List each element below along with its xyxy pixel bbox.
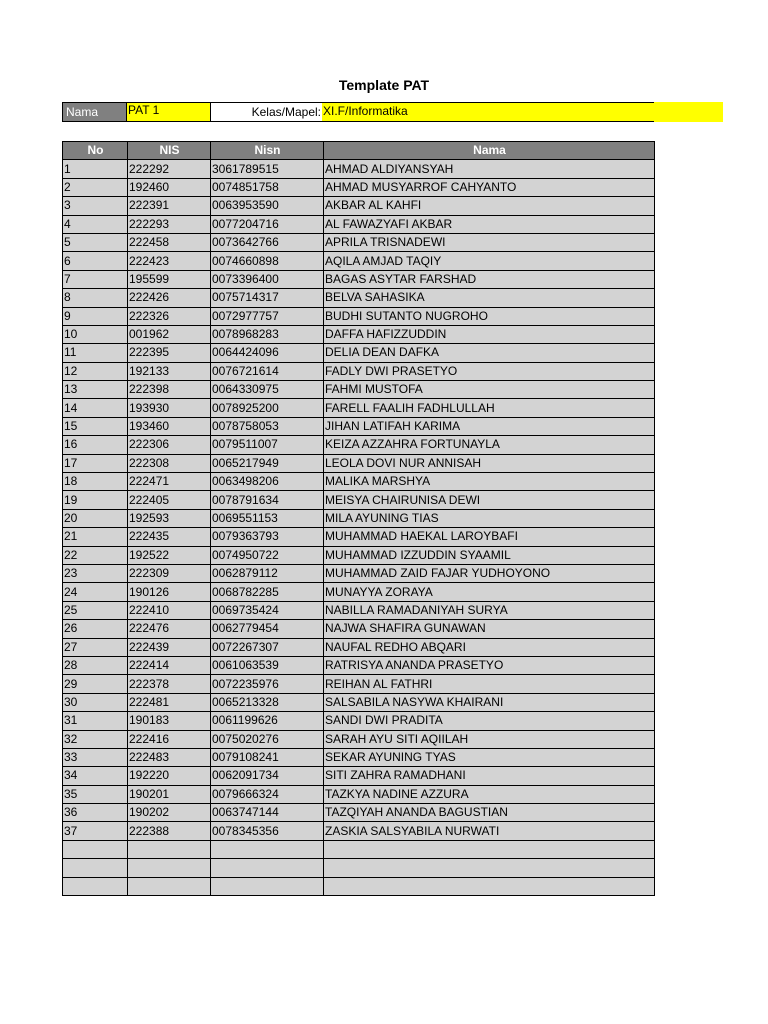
nis-cell[interactable]: 222435 xyxy=(128,528,211,546)
nama-cell[interactable]: FAHMI MUSTOFA xyxy=(324,381,655,399)
no-cell[interactable]: 1 xyxy=(63,160,128,178)
nis-cell[interactable]: 192522 xyxy=(128,546,211,564)
no-cell[interactable]: 4 xyxy=(63,215,128,233)
table-row xyxy=(63,344,655,362)
nisn-cell[interactable]: 0078791634 xyxy=(211,491,324,509)
table-row xyxy=(63,399,655,417)
table-row xyxy=(63,748,655,766)
nisn-cell[interactable]: 0069735424 xyxy=(211,601,324,619)
empty-cell[interactable] xyxy=(128,840,211,858)
nisn-cell[interactable]: 0063498206 xyxy=(211,473,324,491)
no-cell[interactable]: 37 xyxy=(63,822,128,840)
nis-cell[interactable]: 195599 xyxy=(128,270,211,288)
table-row xyxy=(63,564,655,582)
nama-cell[interactable]: LEOLA DOVI NUR ANNISAH xyxy=(324,454,655,472)
nis-cell[interactable]: 193930 xyxy=(128,399,211,417)
nisn-cell[interactable]: 0062091734 xyxy=(211,767,324,785)
no-cell[interactable]: 18 xyxy=(63,473,128,491)
table-row xyxy=(63,528,655,546)
nama-cell[interactable]: AHMAD ALDIYANSYAH xyxy=(324,160,655,178)
table-row xyxy=(63,307,655,325)
column-header-nama[interactable]: Nama xyxy=(324,142,655,160)
nama-cell[interactable]: AQILA AMJAD TAQIY xyxy=(324,252,655,270)
nis-cell[interactable]: 222423 xyxy=(128,252,211,270)
student-table xyxy=(62,141,655,896)
empty-cell[interactable] xyxy=(211,840,324,858)
nis-cell[interactable]: 222410 xyxy=(128,601,211,619)
no-cell[interactable]: 13 xyxy=(63,381,128,399)
nis-cell[interactable]: 193460 xyxy=(128,417,211,435)
nama-cell[interactable]: SARAH AYU SITI AQIILAH xyxy=(324,730,655,748)
column-header-nisn[interactable]: Nisn xyxy=(211,142,324,160)
nama-cell[interactable]: BELVA SAHASIKA xyxy=(324,289,655,307)
no-cell[interactable]: 23 xyxy=(63,564,128,582)
table-row xyxy=(63,417,655,435)
nama-cell[interactable]: FARELL FAALIH FADHLULLAH xyxy=(324,399,655,417)
nisn-cell[interactable]: 0061063539 xyxy=(211,656,324,674)
nama-label-cell[interactable]: Nama xyxy=(62,102,127,122)
nisn-cell[interactable]: 0073642766 xyxy=(211,233,324,251)
nama-cell[interactable]: FADLY DWI PRASETYO xyxy=(324,362,655,380)
nama-cell[interactable]: TAZKYA NADINE AZZURA xyxy=(324,785,655,803)
no-cell[interactable]: 14 xyxy=(63,399,128,417)
nama-cell[interactable]: BAGAS ASYTAR FARSHAD xyxy=(324,270,655,288)
nis-cell[interactable]: 222293 xyxy=(128,215,211,233)
table-row xyxy=(63,601,655,619)
no-cell[interactable]: 33 xyxy=(63,748,128,766)
nis-cell[interactable]: 192460 xyxy=(128,178,211,196)
nisn-cell[interactable]: 0064424096 xyxy=(211,344,324,362)
table-row xyxy=(63,491,655,509)
table-row xyxy=(63,730,655,748)
no-cell[interactable]: 28 xyxy=(63,656,128,674)
empty-cell[interactable] xyxy=(211,859,324,877)
no-cell[interactable]: 6 xyxy=(63,252,128,270)
empty-cell[interactable] xyxy=(63,877,128,895)
empty-table-row xyxy=(63,859,655,877)
nama-cell[interactable]: MEISYA CHAIRUNISA DEWI xyxy=(324,491,655,509)
table-row xyxy=(63,656,655,674)
no-cell[interactable]: 29 xyxy=(63,675,128,693)
nisn-cell[interactable]: 0061199626 xyxy=(211,712,324,730)
no-cell[interactable]: 7 xyxy=(63,270,128,288)
no-cell[interactable]: 25 xyxy=(63,601,128,619)
table-row xyxy=(63,289,655,307)
empty-table-row xyxy=(63,840,655,858)
table-row xyxy=(63,215,655,233)
nama-cell[interactable]: KEIZA AZZAHRA FORTUNAYLA xyxy=(324,436,655,454)
nisn-cell[interactable]: 0062779454 xyxy=(211,620,324,638)
nisn-cell[interactable]: 0069551153 xyxy=(211,509,324,527)
nis-cell[interactable]: 222483 xyxy=(128,748,211,766)
table-row xyxy=(63,693,655,711)
nisn-cell[interactable]: 0079363793 xyxy=(211,528,324,546)
nis-cell[interactable]: 190202 xyxy=(128,804,211,822)
table-row xyxy=(63,160,655,178)
no-cell[interactable]: 27 xyxy=(63,638,128,656)
empty-cell[interactable] xyxy=(128,859,211,877)
nama-cell[interactable]: SALSABILA NASYWA KHAIRANI xyxy=(324,693,655,711)
nis-cell[interactable]: 222309 xyxy=(128,564,211,582)
nisn-cell[interactable]: 0077204716 xyxy=(211,215,324,233)
nisn-cell[interactable]: 0074950722 xyxy=(211,546,324,564)
table-row xyxy=(63,712,655,730)
nama-cell[interactable]: RATRISYA ANANDA PRASETYO xyxy=(324,656,655,674)
nisn-cell[interactable]: 0065213328 xyxy=(211,693,324,711)
no-cell[interactable]: 10 xyxy=(63,325,128,343)
nisn-cell[interactable]: 0073396400 xyxy=(211,270,324,288)
nama-cell[interactable]: MUNAYYA ZORAYA xyxy=(324,583,655,601)
nama-cell[interactable]: SEKAR AYUNING TYAS xyxy=(324,748,655,766)
empty-cell[interactable] xyxy=(324,840,655,858)
table-row xyxy=(63,804,655,822)
nama-cell[interactable]: MALIKA MARSHYA xyxy=(324,473,655,491)
no-cell[interactable]: 9 xyxy=(63,307,128,325)
nama-cell[interactable]: BUDHI SUTANTO NUGROHO xyxy=(324,307,655,325)
no-cell[interactable]: 24 xyxy=(63,583,128,601)
table-row xyxy=(63,252,655,270)
no-cell[interactable]: 19 xyxy=(63,491,128,509)
nis-cell[interactable]: 222471 xyxy=(128,473,211,491)
nama-cell[interactable]: DAFFA HAFIZZUDDIN xyxy=(324,325,655,343)
nis-cell[interactable]: 222426 xyxy=(128,289,211,307)
nis-cell[interactable]: 222458 xyxy=(128,233,211,251)
no-cell[interactable]: 32 xyxy=(63,730,128,748)
table-row xyxy=(63,767,655,785)
nisn-cell[interactable]: 0075714317 xyxy=(211,289,324,307)
nama-cell[interactable]: JIHAN LATIFAH KARIMA xyxy=(324,417,655,435)
no-cell[interactable]: 15 xyxy=(63,417,128,435)
nis-cell[interactable]: 190126 xyxy=(128,583,211,601)
nama-cell[interactable]: AHMAD MUSYARROF CAHYANTO xyxy=(324,178,655,196)
table-row xyxy=(63,620,655,638)
nama-cell[interactable]: MUHAMMAD IZZUDDIN SYAAMIL xyxy=(324,546,655,564)
nisn-cell[interactable]: 0078758053 xyxy=(211,417,324,435)
no-cell[interactable]: 35 xyxy=(63,785,128,803)
nisn-cell[interactable]: 0065217949 xyxy=(211,454,324,472)
nis-cell[interactable]: 222308 xyxy=(128,454,211,472)
nis-cell[interactable]: 222398 xyxy=(128,381,211,399)
nis-cell[interactable]: 222476 xyxy=(128,620,211,638)
nis-cell[interactable]: 222292 xyxy=(128,160,211,178)
no-cell[interactable]: 34 xyxy=(63,767,128,785)
empty-cell[interactable] xyxy=(211,877,324,895)
no-cell[interactable]: 36 xyxy=(63,804,128,822)
nis-cell[interactable]: 001962 xyxy=(128,325,211,343)
nisn-cell[interactable]: 0079511007 xyxy=(211,436,324,454)
nisn-cell[interactable]: 0063953590 xyxy=(211,197,324,215)
no-cell[interactable]: 30 xyxy=(63,693,128,711)
nama-cell[interactable]: NAJWA SHAFIRA GUNAWAN xyxy=(324,620,655,638)
nisn-cell[interactable]: 0079108241 xyxy=(211,748,324,766)
no-cell[interactable]: 3 xyxy=(63,197,128,215)
nama-cell[interactable]: MILA AYUNING TIAS xyxy=(324,509,655,527)
nisn-cell[interactable]: 0076721614 xyxy=(211,362,324,380)
nama-cell[interactable]: MUHAMMAD HAEKAL LAROYBAFI xyxy=(324,528,655,546)
no-cell[interactable]: 5 xyxy=(63,233,128,251)
table-row xyxy=(63,454,655,472)
empty-cell[interactable] xyxy=(63,859,128,877)
nama-cell[interactable]: SITI ZAHRA RAMADHANI xyxy=(324,767,655,785)
no-cell[interactable]: 11 xyxy=(63,344,128,362)
table-row xyxy=(63,197,655,215)
nama-cell[interactable]: REIHAN AL FATHRI xyxy=(324,675,655,693)
nis-cell[interactable]: 222405 xyxy=(128,491,211,509)
empty-cell[interactable] xyxy=(324,859,655,877)
nisn-cell[interactable]: 0062879112 xyxy=(211,564,324,582)
nama-cell[interactable]: TAZQIYAH ANANDA BAGUSTIAN xyxy=(324,804,655,822)
empty-cell[interactable] xyxy=(128,877,211,895)
table-row xyxy=(63,546,655,564)
no-cell[interactable]: 26 xyxy=(63,620,128,638)
table-row xyxy=(63,509,655,527)
nama-cell[interactable]: DELIA DEAN DAFKA xyxy=(324,344,655,362)
nis-cell[interactable]: 222414 xyxy=(128,656,211,674)
nisn-cell[interactable]: 0072267307 xyxy=(211,638,324,656)
empty-cell[interactable] xyxy=(63,840,128,858)
no-cell[interactable]: 12 xyxy=(63,362,128,380)
nis-cell[interactable]: 192220 xyxy=(128,767,211,785)
nisn-cell[interactable]: 0072977757 xyxy=(211,307,324,325)
table-row xyxy=(63,325,655,343)
table-row xyxy=(63,178,655,196)
table-row xyxy=(63,436,655,454)
nis-cell[interactable]: 222388 xyxy=(128,822,211,840)
nis-cell[interactable]: 222326 xyxy=(128,307,211,325)
nisn-cell[interactable]: 0063747144 xyxy=(211,804,324,822)
nisn-cell[interactable]: 0078345356 xyxy=(211,822,324,840)
nisn-cell[interactable]: 0068782285 xyxy=(211,583,324,601)
no-cell[interactable]: 22 xyxy=(63,546,128,564)
table-row xyxy=(63,381,655,399)
nama-cell[interactable]: APRILA TRISNADEWI xyxy=(324,233,655,251)
nis-cell[interactable]: 222391 xyxy=(128,197,211,215)
table-row xyxy=(63,362,655,380)
nama-cell[interactable]: AKBAR AL KAHFI xyxy=(324,197,655,215)
nama-cell[interactable]: MUHAMMAD ZAID FAJAR YUDHOYONO xyxy=(324,564,655,582)
nis-cell[interactable]: 190201 xyxy=(128,785,211,803)
page-title: Template PAT xyxy=(338,77,430,93)
kelas-label-cell[interactable]: Kelas/Mapel: xyxy=(210,102,322,122)
nama-cell[interactable]: SANDI DWI PRADITA xyxy=(324,712,655,730)
nisn-cell[interactable]: 0075020276 xyxy=(211,730,324,748)
table-row xyxy=(63,638,655,656)
nis-cell[interactable]: 222306 xyxy=(128,436,211,454)
nisn-cell[interactable]: 0064330975 xyxy=(211,381,324,399)
nama-value-cell[interactable]: PAT 1 xyxy=(127,102,210,122)
kelas-value-cell[interactable]: XI.F/Informatika xyxy=(322,102,654,122)
table-header-row xyxy=(63,142,655,160)
nis-cell[interactable]: 192593 xyxy=(128,509,211,527)
empty-table-row xyxy=(63,877,655,895)
table-row xyxy=(63,233,655,251)
nama-cell[interactable]: NAUFAL REDHO ABQARI xyxy=(324,638,655,656)
nis-cell[interactable]: 222439 xyxy=(128,638,211,656)
table-row xyxy=(63,675,655,693)
nisn-cell[interactable]: 0079666324 xyxy=(211,785,324,803)
nama-cell[interactable]: ZASKIA SALSYABILA NURWATI xyxy=(324,822,655,840)
nis-cell[interactable]: 222395 xyxy=(128,344,211,362)
nis-cell[interactable]: 192133 xyxy=(128,362,211,380)
nisn-cell[interactable]: 0078925200 xyxy=(211,399,324,417)
nisn-cell[interactable]: 0072235976 xyxy=(211,675,324,693)
kelas-value-overflow xyxy=(654,102,723,122)
no-cell[interactable]: 20 xyxy=(63,509,128,527)
no-cell[interactable]: 21 xyxy=(63,528,128,546)
nama-cell[interactable]: AL FAWAZYAFI AKBAR xyxy=(324,215,655,233)
column-header-no[interactable]: No xyxy=(63,142,128,160)
no-cell[interactable]: 8 xyxy=(63,289,128,307)
no-cell[interactable]: 17 xyxy=(63,454,128,472)
column-header-nis[interactable]: NIS xyxy=(128,142,211,160)
no-cell[interactable]: 31 xyxy=(63,712,128,730)
no-cell[interactable]: 2 xyxy=(63,178,128,196)
nisn-cell[interactable]: 0074851758 xyxy=(211,178,324,196)
nama-cell[interactable]: NABILLA RAMADANIYAH SURYA xyxy=(324,601,655,619)
nis-cell[interactable]: 222416 xyxy=(128,730,211,748)
nis-cell[interactable]: 190183 xyxy=(128,712,211,730)
table-row xyxy=(63,785,655,803)
nisn-cell[interactable]: 0074660898 xyxy=(211,252,324,270)
nis-cell[interactable]: 222378 xyxy=(128,675,211,693)
no-cell[interactable]: 16 xyxy=(63,436,128,454)
nisn-cell[interactable]: 0078968283 xyxy=(211,325,324,343)
table-row xyxy=(63,473,655,491)
nis-cell[interactable]: 222481 xyxy=(128,693,211,711)
table-row xyxy=(63,270,655,288)
table-row xyxy=(63,822,655,840)
nisn-cell[interactable]: 3061789515 xyxy=(211,160,324,178)
empty-cell[interactable] xyxy=(324,877,655,895)
table-row xyxy=(63,583,655,601)
